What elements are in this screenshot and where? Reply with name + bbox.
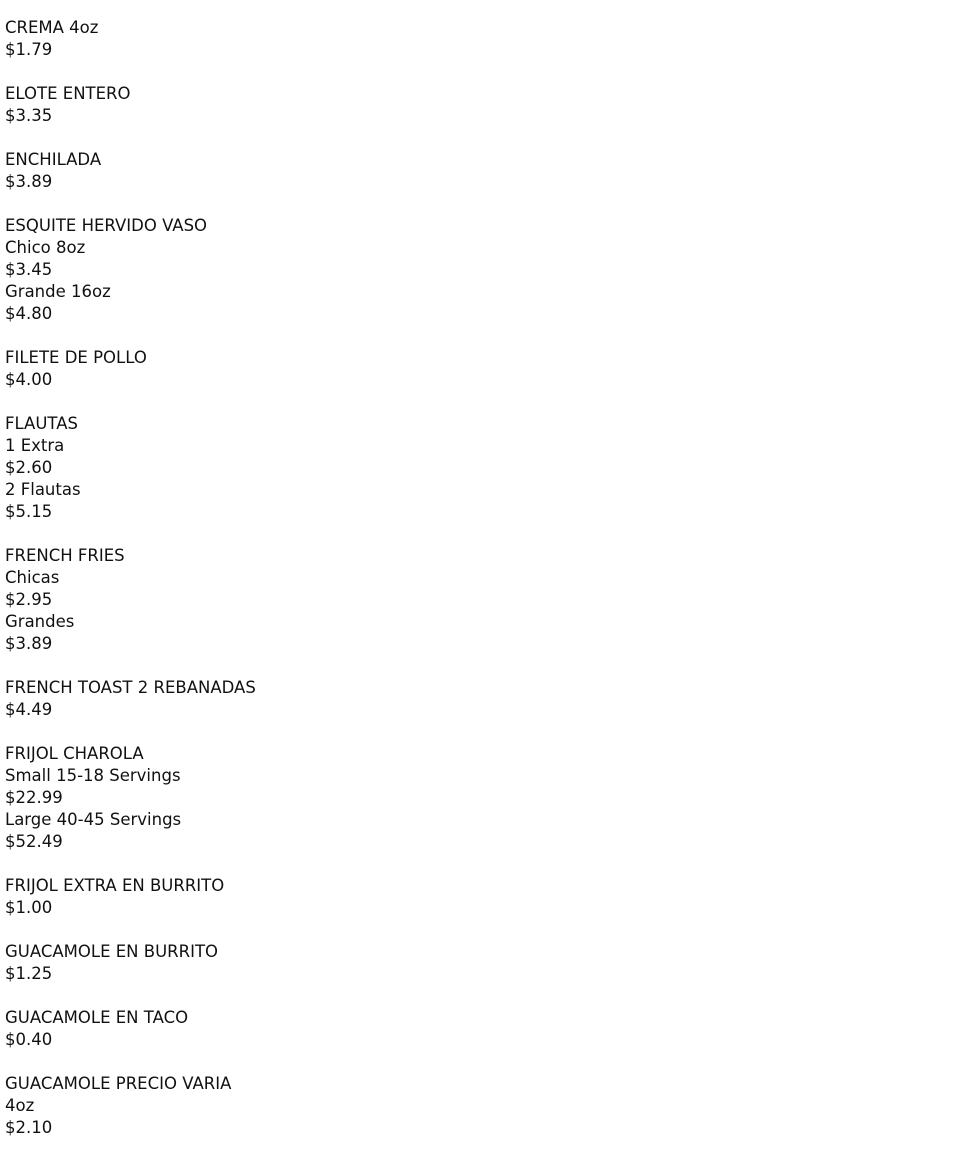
menu-item: [5, 941, 905, 985]
item-price: $1.79: [5, 40, 53, 59]
item-price: $4.80: [5, 304, 53, 323]
item-size: Grandes: [5, 612, 75, 631]
menu-list: [5, 17, 905, 1161]
item-name: FRIJOL EXTRA EN BURRITO: [5, 876, 225, 895]
menu-item: [5, 545, 905, 655]
item-name: ESQUITE HERVIDO VASO: [5, 216, 208, 235]
item-price: $3.45: [5, 260, 53, 279]
item-size: 2 Flautas: [5, 480, 81, 499]
item-price: $52.49: [5, 832, 63, 851]
menu-item: [5, 83, 905, 127]
item-price: $4.00: [5, 370, 53, 389]
menu-item: [5, 875, 905, 919]
item-name: FILETE DE POLLO: [5, 348, 147, 367]
item-size: Small 15-18 Servings: [5, 766, 181, 785]
item-price: $0.40: [5, 1030, 53, 1049]
item-price: $4.49: [5, 700, 53, 719]
item-name: GUACAMOLE PRECIO VARIA: [5, 1074, 232, 1093]
item-price: $2.95: [5, 590, 53, 609]
menu-item: [5, 149, 905, 193]
item-size: 1 Extra: [5, 436, 65, 455]
menu-item: [5, 1007, 905, 1051]
menu-item: [5, 743, 905, 853]
item-name: GUACAMOLE EN TACO: [5, 1008, 189, 1027]
item-name: FRENCH FRIES: [5, 546, 125, 565]
item-name: FRENCH TOAST 2 REBANADAS: [5, 678, 256, 697]
item-price: $3.89: [5, 634, 53, 653]
item-size: Chicas: [5, 568, 60, 587]
menu-item: [5, 17, 905, 61]
item-name: ENCHILADA: [5, 150, 102, 169]
item-price: $3.35: [5, 106, 53, 125]
item-price: $2.10: [5, 1118, 53, 1137]
item-size: Large 40-45 Servings: [5, 810, 182, 829]
menu-item: [5, 347, 905, 391]
item-price: $2.60: [5, 458, 53, 477]
menu-item: [5, 1073, 905, 1139]
menu-item: [5, 677, 905, 721]
item-name: FRIJOL CHAROLA: [5, 744, 144, 763]
item-price: $1.25: [5, 964, 53, 983]
item-price: $22.99: [5, 788, 63, 807]
item-name: FLAUTAS: [5, 414, 78, 433]
item-price: $5.15: [5, 502, 53, 521]
menu-item: [5, 413, 905, 523]
item-size: Chico 8oz: [5, 238, 86, 257]
item-size: 4oz: [5, 1096, 35, 1115]
item-name: GUACAMOLE EN BURRITO: [5, 942, 219, 961]
item-price: $1.00: [5, 898, 53, 917]
item-price: $3.89: [5, 172, 53, 191]
menu-item: [5, 215, 905, 325]
item-size: Grande 16oz: [5, 282, 111, 301]
item-name: CREMA 4oz: [5, 18, 99, 37]
item-name: ELOTE ENTERO: [5, 84, 131, 103]
